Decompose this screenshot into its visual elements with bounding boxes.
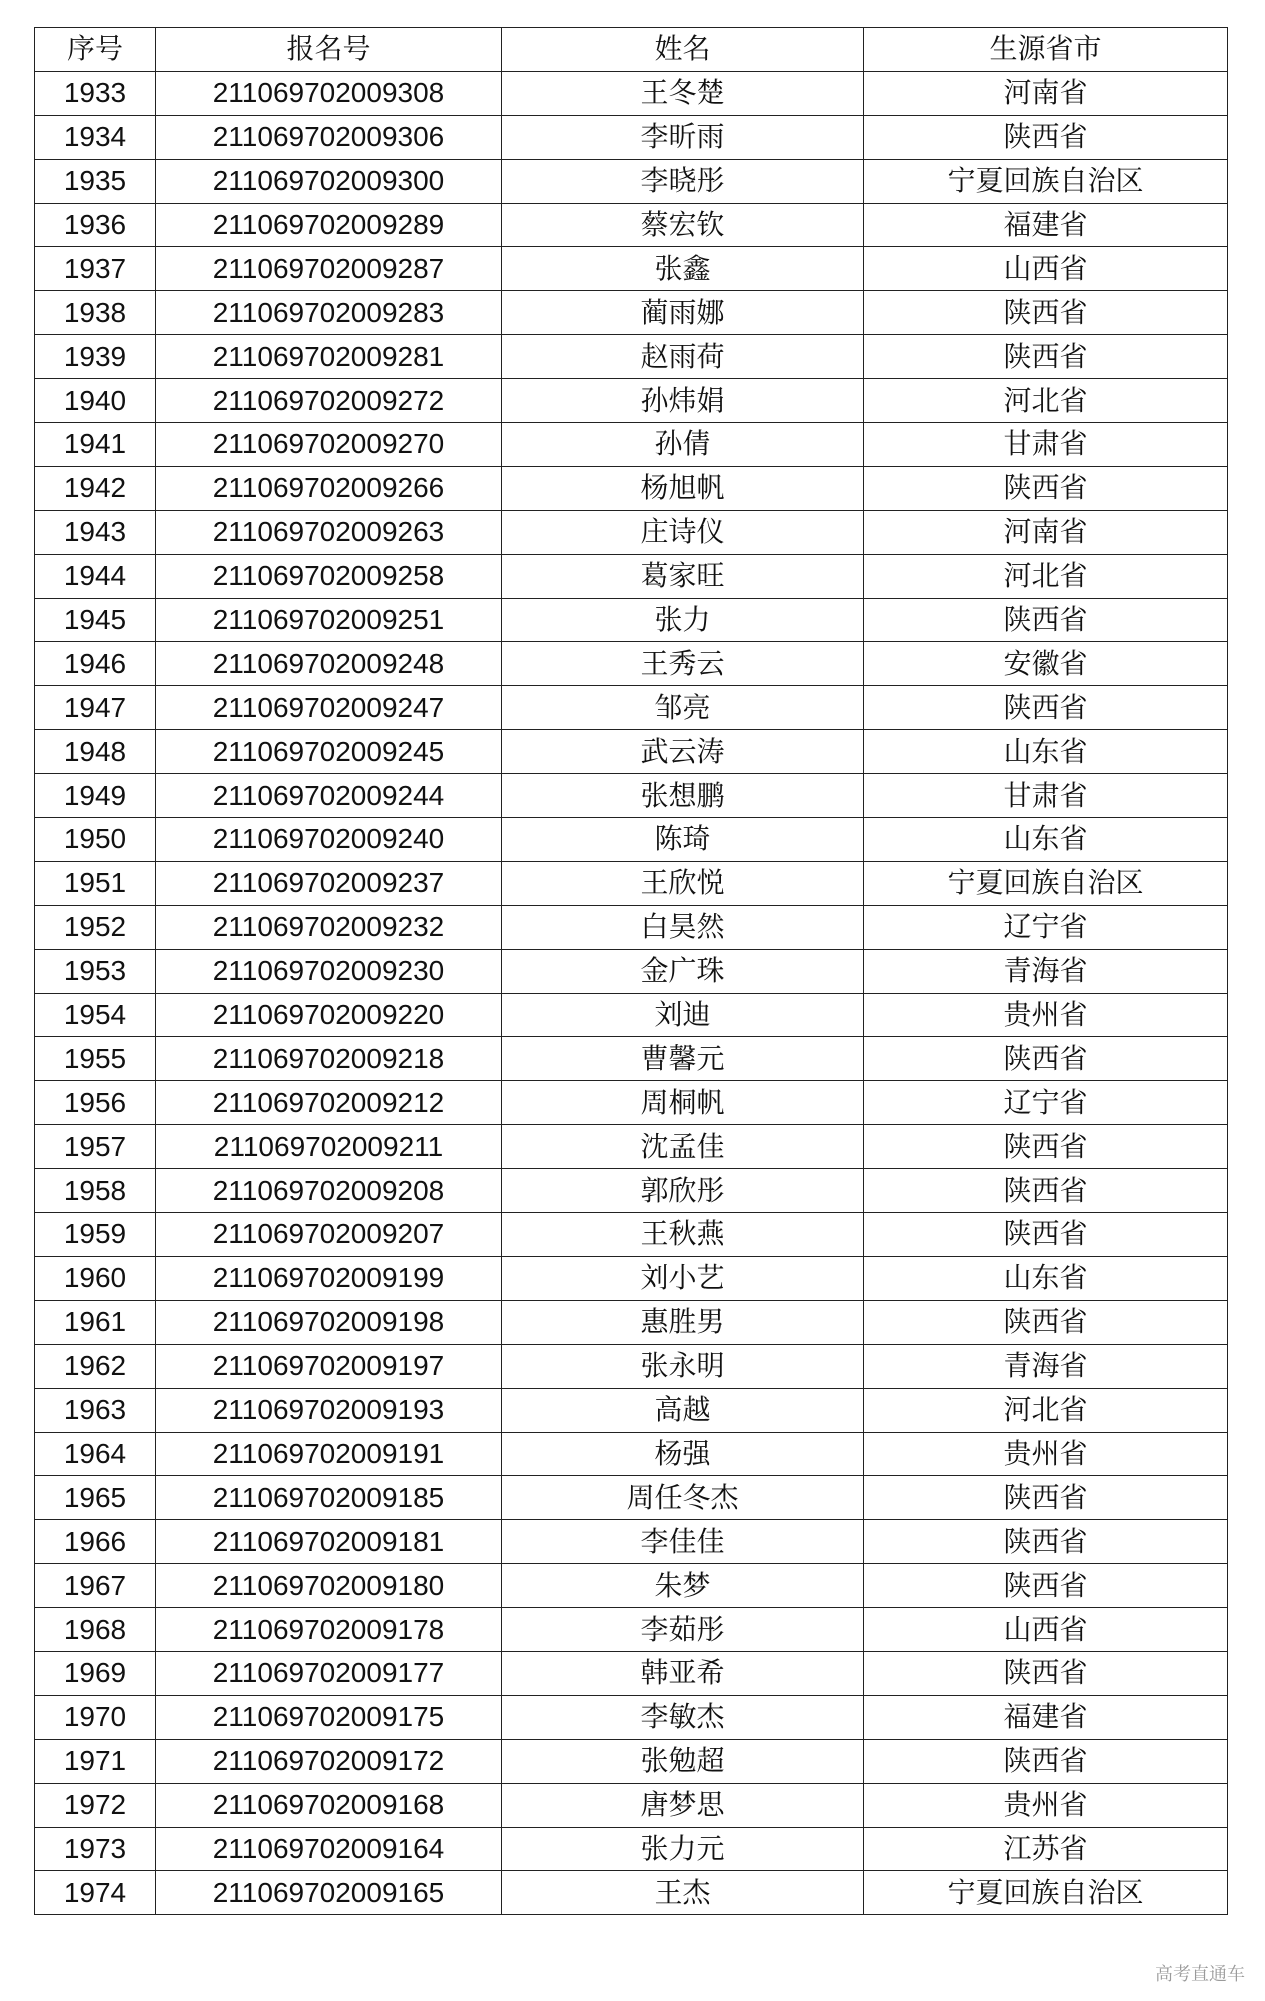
cell-province: 河北省 xyxy=(864,554,1228,598)
cell-province: 陕西省 xyxy=(864,335,1228,379)
cell-name: 曹馨元 xyxy=(502,1037,864,1081)
cell-name: 白昊然 xyxy=(502,905,864,949)
table-row xyxy=(35,1037,1228,1081)
cell-reg-no: 211069702009237 xyxy=(156,861,502,905)
cell-name: 周桐帆 xyxy=(502,1081,864,1125)
cell-reg-no: 211069702009281 xyxy=(156,335,502,379)
table-row xyxy=(35,1871,1228,1915)
cell-province: 陕西省 xyxy=(864,1564,1228,1608)
cell-name: 蔺雨娜 xyxy=(502,291,864,335)
table-row xyxy=(35,774,1228,818)
cell-seq: 1970 xyxy=(35,1695,156,1739)
table-row xyxy=(35,554,1228,598)
table-row xyxy=(35,1169,1228,1213)
cell-reg-no: 211069702009164 xyxy=(156,1827,502,1871)
cell-name: 葛家旺 xyxy=(502,554,864,598)
cell-province: 甘肃省 xyxy=(864,774,1228,818)
cell-name: 孙倩 xyxy=(502,423,864,467)
cell-name: 李昕雨 xyxy=(502,115,864,159)
table-row xyxy=(35,71,1228,115)
cell-reg-no: 211069702009272 xyxy=(156,379,502,423)
cell-province: 山西省 xyxy=(864,1608,1228,1652)
cell-seq: 1960 xyxy=(35,1256,156,1300)
cell-name: 杨强 xyxy=(502,1432,864,1476)
cell-province: 陕西省 xyxy=(864,1651,1228,1695)
table-row xyxy=(35,1081,1228,1125)
table-row xyxy=(35,1827,1228,1871)
cell-seq: 1951 xyxy=(35,861,156,905)
cell-name: 王秋燕 xyxy=(502,1213,864,1257)
cell-province: 陕西省 xyxy=(864,1169,1228,1213)
cell-province: 陕西省 xyxy=(864,1300,1228,1344)
cell-reg-no: 211069702009198 xyxy=(156,1300,502,1344)
cell-seq: 1933 xyxy=(35,71,156,115)
cell-seq: 1967 xyxy=(35,1564,156,1608)
table-row xyxy=(35,466,1228,510)
cell-reg-no: 211069702009177 xyxy=(156,1651,502,1695)
cell-province: 河南省 xyxy=(864,510,1228,554)
table-row xyxy=(35,686,1228,730)
cell-seq: 1952 xyxy=(35,905,156,949)
cell-name: 张想鹏 xyxy=(502,774,864,818)
cell-reg-no: 211069702009193 xyxy=(156,1388,502,1432)
cell-name: 刘小艺 xyxy=(502,1256,864,1300)
cell-province: 贵州省 xyxy=(864,1783,1228,1827)
cell-name: 李晓彤 xyxy=(502,159,864,203)
cell-seq: 1974 xyxy=(35,1871,156,1915)
table-row xyxy=(35,291,1228,335)
cell-reg-no: 211069702009230 xyxy=(156,949,502,993)
table-header-row xyxy=(35,28,1228,72)
table-row xyxy=(35,510,1228,554)
cell-province: 陕西省 xyxy=(864,291,1228,335)
cell-seq: 1968 xyxy=(35,1608,156,1652)
cell-name: 杨旭帆 xyxy=(502,466,864,510)
cell-province: 青海省 xyxy=(864,949,1228,993)
table-row xyxy=(35,247,1228,291)
cell-seq: 1955 xyxy=(35,1037,156,1081)
cell-province: 河北省 xyxy=(864,379,1228,423)
cell-name: 张永明 xyxy=(502,1344,864,1388)
table-row xyxy=(35,1125,1228,1169)
cell-reg-no: 211069702009258 xyxy=(156,554,502,598)
cell-name: 武云涛 xyxy=(502,730,864,774)
cell-name: 陈琦 xyxy=(502,818,864,862)
cell-seq: 1938 xyxy=(35,291,156,335)
cell-seq: 1965 xyxy=(35,1476,156,1520)
cell-seq: 1943 xyxy=(35,510,156,554)
watermark-text: 高考直通车 xyxy=(1155,1964,1245,1985)
cell-province: 陕西省 xyxy=(864,1037,1228,1081)
table-row xyxy=(35,905,1228,949)
cell-province: 宁夏回族自治区 xyxy=(864,861,1228,905)
table-row xyxy=(35,818,1228,862)
cell-reg-no: 211069702009207 xyxy=(156,1213,502,1257)
cell-province: 辽宁省 xyxy=(864,1081,1228,1125)
admission-list-table xyxy=(34,27,1228,1915)
cell-reg-no: 211069702009185 xyxy=(156,1476,502,1520)
cell-seq: 1937 xyxy=(35,247,156,291)
cell-province: 江苏省 xyxy=(864,1827,1228,1871)
cell-reg-no: 211069702009180 xyxy=(156,1564,502,1608)
cell-reg-no: 211069702009251 xyxy=(156,598,502,642)
table-row xyxy=(35,1608,1228,1652)
cell-reg-no: 211069702009168 xyxy=(156,1783,502,1827)
cell-province: 福建省 xyxy=(864,1695,1228,1739)
header-province: 生源省市 xyxy=(864,28,1228,72)
cell-seq: 1961 xyxy=(35,1300,156,1344)
cell-name: 赵雨荷 xyxy=(502,335,864,379)
cell-name: 李敏杰 xyxy=(502,1695,864,1739)
cell-name: 刘迪 xyxy=(502,993,864,1037)
cell-name: 王杰 xyxy=(502,1871,864,1915)
cell-seq: 1949 xyxy=(35,774,156,818)
table-row xyxy=(35,115,1228,159)
cell-name: 王欣悦 xyxy=(502,861,864,905)
cell-reg-no: 211069702009248 xyxy=(156,642,502,686)
cell-seq: 1963 xyxy=(35,1388,156,1432)
cell-reg-no: 211069702009283 xyxy=(156,291,502,335)
cell-seq: 1954 xyxy=(35,993,156,1037)
cell-seq: 1969 xyxy=(35,1651,156,1695)
cell-reg-no: 211069702009175 xyxy=(156,1695,502,1739)
cell-name: 唐梦思 xyxy=(502,1783,864,1827)
cell-seq: 1973 xyxy=(35,1827,156,1871)
cell-province: 河北省 xyxy=(864,1388,1228,1432)
table-row xyxy=(35,159,1228,203)
cell-name: 孙炜娟 xyxy=(502,379,864,423)
cell-province: 陕西省 xyxy=(864,466,1228,510)
cell-name: 高越 xyxy=(502,1388,864,1432)
cell-seq: 1941 xyxy=(35,423,156,467)
cell-province: 河南省 xyxy=(864,71,1228,115)
cell-seq: 1964 xyxy=(35,1432,156,1476)
cell-province: 陕西省 xyxy=(864,1125,1228,1169)
cell-province: 陕西省 xyxy=(864,686,1228,730)
cell-reg-no: 211069702009199 xyxy=(156,1256,502,1300)
cell-reg-no: 211069702009211 xyxy=(156,1125,502,1169)
cell-name: 李茹彤 xyxy=(502,1608,864,1652)
table-row xyxy=(35,1520,1228,1564)
cell-name: 沈孟佳 xyxy=(502,1125,864,1169)
cell-seq: 1948 xyxy=(35,730,156,774)
cell-seq: 1966 xyxy=(35,1520,156,1564)
cell-province: 贵州省 xyxy=(864,1432,1228,1476)
table-row xyxy=(35,1344,1228,1388)
cell-reg-no: 211069702009165 xyxy=(156,1871,502,1915)
cell-reg-no: 211069702009240 xyxy=(156,818,502,862)
cell-seq: 1957 xyxy=(35,1125,156,1169)
table-row xyxy=(35,1695,1228,1739)
cell-province: 宁夏回族自治区 xyxy=(864,1871,1228,1915)
table-row xyxy=(35,1476,1228,1520)
cell-reg-no: 211069702009289 xyxy=(156,203,502,247)
cell-name: 张力元 xyxy=(502,1827,864,1871)
cell-province: 辽宁省 xyxy=(864,905,1228,949)
cell-reg-no: 211069702009300 xyxy=(156,159,502,203)
cell-province: 贵州省 xyxy=(864,993,1228,1037)
cell-name: 朱梦 xyxy=(502,1564,864,1608)
cell-reg-no: 211069702009244 xyxy=(156,774,502,818)
table-row xyxy=(35,861,1228,905)
table-row xyxy=(35,335,1228,379)
cell-province: 陕西省 xyxy=(864,1213,1228,1257)
cell-reg-no: 211069702009308 xyxy=(156,71,502,115)
table-row xyxy=(35,1388,1228,1432)
cell-name: 李佳佳 xyxy=(502,1520,864,1564)
table-row xyxy=(35,1564,1228,1608)
cell-province: 山东省 xyxy=(864,1256,1228,1300)
table-row xyxy=(35,423,1228,467)
cell-seq: 1953 xyxy=(35,949,156,993)
cell-seq: 1958 xyxy=(35,1169,156,1213)
cell-province: 山东省 xyxy=(864,730,1228,774)
cell-reg-no: 211069702009306 xyxy=(156,115,502,159)
cell-province: 福建省 xyxy=(864,203,1228,247)
cell-seq: 1946 xyxy=(35,642,156,686)
cell-reg-no: 211069702009287 xyxy=(156,247,502,291)
cell-province: 陕西省 xyxy=(864,1476,1228,1520)
cell-reg-no: 211069702009212 xyxy=(156,1081,502,1125)
table-row xyxy=(35,1783,1228,1827)
cell-name: 韩亚希 xyxy=(502,1651,864,1695)
table-row xyxy=(35,1651,1228,1695)
cell-reg-no: 211069702009218 xyxy=(156,1037,502,1081)
header-reg-no: 报名号 xyxy=(156,28,502,72)
table-row xyxy=(35,1256,1228,1300)
cell-seq: 1971 xyxy=(35,1739,156,1783)
cell-name: 张鑫 xyxy=(502,247,864,291)
cell-name: 邹亮 xyxy=(502,686,864,730)
cell-name: 惠胜男 xyxy=(502,1300,864,1344)
cell-name: 金广珠 xyxy=(502,949,864,993)
table-row xyxy=(35,1213,1228,1257)
cell-seq: 1972 xyxy=(35,1783,156,1827)
cell-seq: 1956 xyxy=(35,1081,156,1125)
cell-name: 王秀云 xyxy=(502,642,864,686)
table-row xyxy=(35,1300,1228,1344)
cell-name: 郭欣彤 xyxy=(502,1169,864,1213)
cell-seq: 1936 xyxy=(35,203,156,247)
cell-seq: 1940 xyxy=(35,379,156,423)
table-row xyxy=(35,949,1228,993)
cell-province: 陕西省 xyxy=(864,115,1228,159)
cell-seq: 1950 xyxy=(35,818,156,862)
cell-seq: 1935 xyxy=(35,159,156,203)
cell-reg-no: 211069702009208 xyxy=(156,1169,502,1213)
cell-reg-no: 211069702009172 xyxy=(156,1739,502,1783)
cell-reg-no: 211069702009247 xyxy=(156,686,502,730)
cell-province: 甘肃省 xyxy=(864,423,1228,467)
table-row xyxy=(35,1432,1228,1476)
cell-reg-no: 211069702009220 xyxy=(156,993,502,1037)
cell-reg-no: 211069702009245 xyxy=(156,730,502,774)
cell-seq: 1945 xyxy=(35,598,156,642)
cell-province: 山西省 xyxy=(864,247,1228,291)
cell-name: 庄诗仪 xyxy=(502,510,864,554)
cell-name: 张力 xyxy=(502,598,864,642)
cell-seq: 1947 xyxy=(35,686,156,730)
table-row xyxy=(35,1739,1228,1783)
cell-reg-no: 211069702009197 xyxy=(156,1344,502,1388)
cell-seq: 1942 xyxy=(35,466,156,510)
cell-seq: 1944 xyxy=(35,554,156,598)
cell-reg-no: 211069702009270 xyxy=(156,423,502,467)
cell-reg-no: 211069702009178 xyxy=(156,1608,502,1652)
cell-province: 山东省 xyxy=(864,818,1228,862)
table-row xyxy=(35,730,1228,774)
cell-reg-no: 211069702009191 xyxy=(156,1432,502,1476)
header-name: 姓名 xyxy=(502,28,864,72)
cell-seq: 1934 xyxy=(35,115,156,159)
table-row xyxy=(35,598,1228,642)
table-row xyxy=(35,642,1228,686)
cell-seq: 1959 xyxy=(35,1213,156,1257)
table-row xyxy=(35,993,1228,1037)
cell-reg-no: 211069702009263 xyxy=(156,510,502,554)
cell-name: 张勉超 xyxy=(502,1739,864,1783)
cell-province: 青海省 xyxy=(864,1344,1228,1388)
cell-province: 陕西省 xyxy=(864,598,1228,642)
cell-reg-no: 211069702009266 xyxy=(156,466,502,510)
header-seq: 序号 xyxy=(35,28,156,72)
cell-province: 陕西省 xyxy=(864,1520,1228,1564)
cell-seq: 1962 xyxy=(35,1344,156,1388)
cell-name: 蔡宏钦 xyxy=(502,203,864,247)
cell-province: 安徽省 xyxy=(864,642,1228,686)
cell-reg-no: 211069702009232 xyxy=(156,905,502,949)
cell-reg-no: 211069702009181 xyxy=(156,1520,502,1564)
cell-province: 陕西省 xyxy=(864,1739,1228,1783)
cell-name: 王冬楚 xyxy=(502,71,864,115)
table-row xyxy=(35,203,1228,247)
table-row xyxy=(35,379,1228,423)
cell-name: 周任冬杰 xyxy=(502,1476,864,1520)
cell-seq: 1939 xyxy=(35,335,156,379)
cell-province: 宁夏回族自治区 xyxy=(864,159,1228,203)
